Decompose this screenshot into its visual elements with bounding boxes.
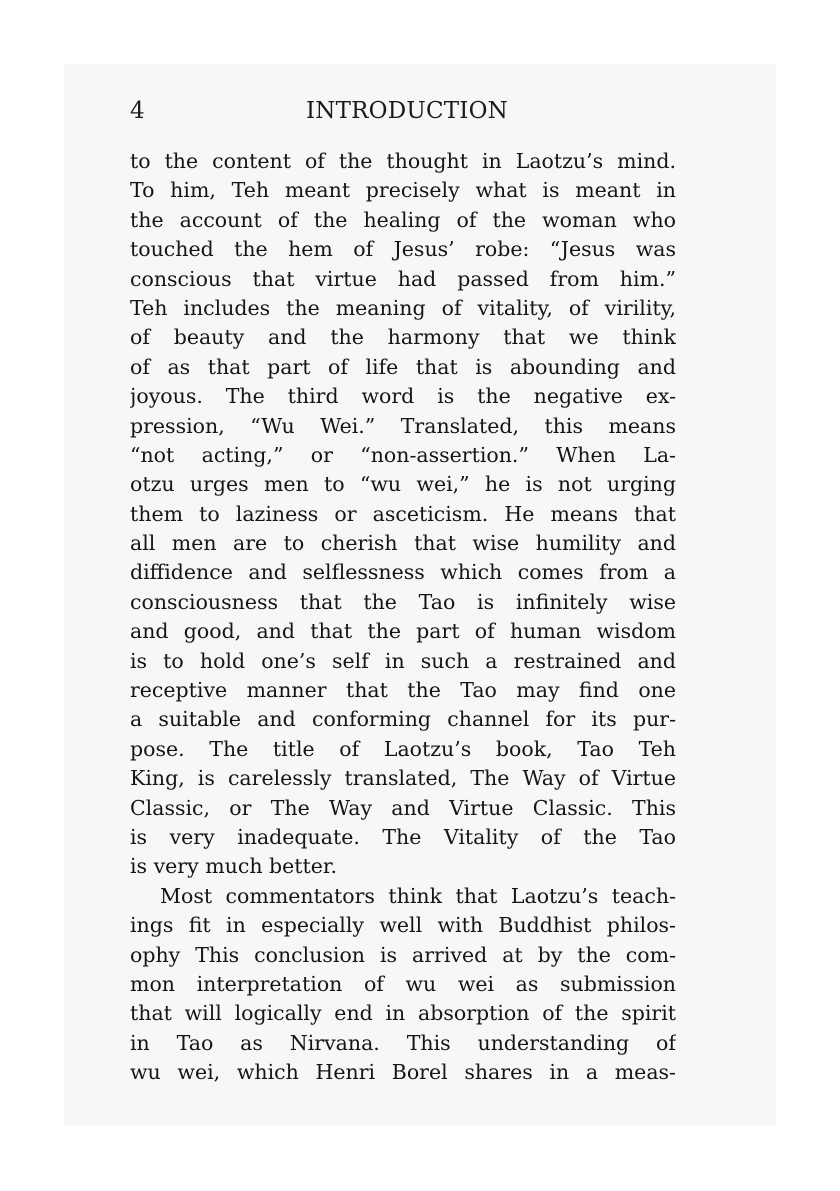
text-line: touched the hem of Jesus’ robe: “Jesus was [130,237,676,262]
text-line: ings fit in especially well with Buddhist philos- [130,913,676,938]
text-line: Most commentators think that Laotzu’s teach- [160,883,676,908]
text-line: is very inadequate. The Vitality of the Tao [130,824,676,849]
page-header [130,98,676,132]
text-line: mon interpretation of wu wei as submission [130,971,676,996]
text-line: of as that part of life that is abounding and [130,354,676,379]
text-line: a suitable and conforming channel for its pur- [130,707,676,732]
page-number: 4 [130,98,145,124]
text-line: and good, and that the part of human wisdom [130,619,676,644]
text-line: is to hold one’s self in such a restrained and [130,648,676,673]
text-line: that will logically end in absorption of the spirit [130,1001,676,1026]
text-line: of beauty and the harmony that we think [130,325,676,350]
running-head-title: INTRODUCTION [306,98,508,124]
text-line: in Tao as Nirvana. This understanding of [130,1030,676,1055]
text-line: the account of the healing of the woman who [130,207,676,232]
text-line: ophy This conclusion is arrived at by the com- [130,942,676,967]
text-line: To him, Teh meant precisely what is meant in [130,178,676,203]
text-line: pression, “Wu Wei.” Translated, this means [130,413,676,438]
text-line: otzu urges men to “wu wei,” he is not urging [130,472,676,497]
text-line: King, is carelessly translated, The Way of Virtue [130,766,676,791]
body-text [130,147,676,1088]
text-line: all men are to cherish that wise humility and [130,531,676,556]
text-line: conscious that virtue had passed from him.” [130,266,676,291]
text-line: receptive manner that the Tao may find one [130,678,676,703]
text-line: is very much better. [130,854,337,879]
text-line: Teh includes the meaning of vitality, of virility, [130,295,676,320]
text-line: joyous. The third word is the negative ex- [130,384,676,409]
text-line: diffidence and selflessness which comes from a [130,560,676,585]
text-line: them to laziness or asceticism. He means that [130,501,676,526]
text-line: consciousness that the Tao is infinitely wise [130,589,676,614]
text-line: Classic, or The Way and Virtue Classic. This [130,795,676,820]
text-line: pose. The title of Laotzu’s book, Tao Teh [130,736,676,761]
text-line: wu wei, which Henri Borel shares in a meas- [130,1060,676,1085]
text-line: “not acting,” or “non-assertion.” When La- [130,442,676,467]
text-line: to the content of the thought in Laotzu’s mind. [130,149,676,173]
